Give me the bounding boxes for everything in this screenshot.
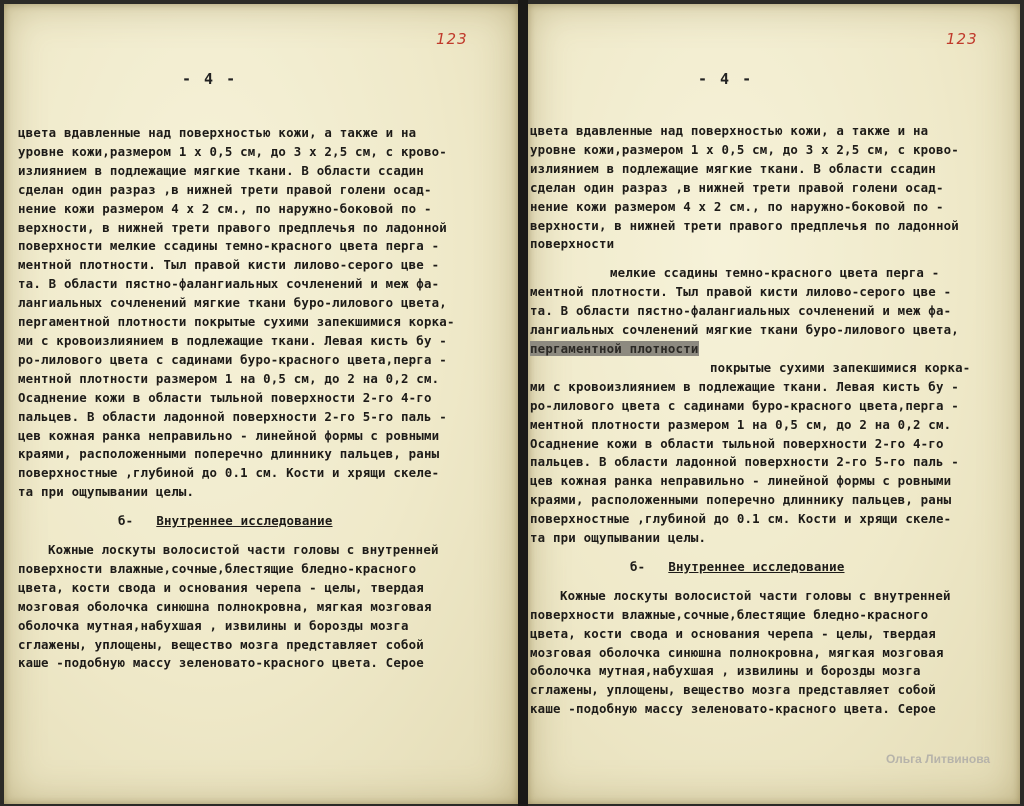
text-line: поверхностные ,глубиной до 0.1 см. Кости и хрящи скеле- xyxy=(530,511,952,527)
archive-number: 123 xyxy=(436,30,468,48)
text-line: поверхностные ,глубиной до 0.1 см. Кости и хрящи скеле- xyxy=(18,465,440,481)
text-line: каше -подобную массу зеленовато-красного цвета. Серое xyxy=(18,655,424,671)
gap-line-2: покрытые сухими запекшимися корка- xyxy=(710,359,971,375)
paragraph-external-a xyxy=(530,122,1010,254)
archive-number: 123 xyxy=(946,30,978,48)
page-marker: - 4 - xyxy=(182,70,238,88)
text-line: Кожные лоскуты волосистой части головы с внутренней xyxy=(560,587,951,603)
text-line: мозговая оболочка синюшна полнокровна, мягкая мозговая xyxy=(18,598,432,614)
text-line: сделан один разраз ,в нижней трети правой голени осад- xyxy=(530,179,944,195)
text-line: пальцев. В области ладонной поверхности 2-го 5-го паль - xyxy=(18,408,447,424)
text-line: ментной плотности размером 1 на 0,5 см, до 2 на 0,2 см. xyxy=(18,370,440,386)
text-line: ментной плотности размером 1 на 0,5 см, до 2 на 0,2 см. xyxy=(530,416,952,432)
text-line: верхности, в нижней трети правого предплечья по ладонной xyxy=(18,219,447,235)
text-line: цев кожная ранка неправильно - линейной формы с ровными xyxy=(530,473,952,489)
text-line: верхности, в нижней трети правого предплечья по ладонной xyxy=(530,217,959,233)
paragraph-external xyxy=(18,124,488,502)
text-line: мозговая оболочка синюшна полнокровна, мягкая мозговая xyxy=(530,644,944,660)
page-marker: - 4 - xyxy=(698,70,754,88)
text-line: излиянием в подлежащие мягкие ткани. В области ссадин xyxy=(18,162,424,178)
heading-title: Внутреннее исследование xyxy=(156,513,333,529)
text-line: цвета, кости свода и основания черепа - целы, твердая xyxy=(18,579,424,595)
text-line: цвета вдавленные над поверхностью кожи, а также и на xyxy=(18,125,417,140)
text-line: сглажены, уплощены, вещество мозга представляет собой xyxy=(530,682,936,698)
text-line: оболочка мутная,набухшая , извилины и борозды мозга xyxy=(530,663,921,679)
text-line: пергаментной плотности покрытые сухими запекшимися корка- xyxy=(18,314,455,330)
text-line: ро-лилового цвета с садинами буро-красного цвета,перга - xyxy=(18,351,447,367)
text-line: поверхности xyxy=(530,236,615,252)
text-line: нение кожи размером 4 х 2 см., по наружно-боковой по - xyxy=(18,200,432,216)
text-line: цев кожная ранка неправильно - линейной формы с ровными xyxy=(18,427,440,443)
text-line: излиянием в подлежащие мягкие ткани. В области ссадин xyxy=(530,160,936,176)
heading-prefix: б- xyxy=(630,558,646,574)
text-line: та при ощупывании целы. xyxy=(530,530,707,546)
paragraph-internal xyxy=(18,541,488,673)
watermark-author: Ольга Литвинова xyxy=(886,752,991,766)
text-line: нение кожи размером 4 х 2 см., по наружно-боковой по - xyxy=(530,198,944,214)
text-line: лангиальных сочленений мягкие ткани буро-лилового цвета, xyxy=(18,295,447,311)
book-gutter xyxy=(518,0,528,806)
text-line: ми с кровоизлиянием в подлежащие ткани. Левая кисть бу - xyxy=(18,332,447,348)
text-line: ментной плотности. Тыл правой кисти лилово-серого цве - xyxy=(18,257,440,273)
section-heading xyxy=(18,512,488,531)
text-line: уровне кожи,размером 1 х 0,5 см, до 3 х 2,5 см, с крово- xyxy=(18,143,447,159)
gap-line: мелкие ссадины темно-красного цвета перга - xyxy=(610,265,940,281)
text-line: сглажены, уплощены, вещество мозга представляет собой xyxy=(18,636,424,652)
text-line: Кожные лоскуты волосистой части головы с внутренней xyxy=(48,542,439,558)
text-line: ментной плотности. Тыл правой кисти лилово-серого цве - xyxy=(530,284,952,300)
text-line: оболочка мутная,набухшая , извилины и борозды мозга xyxy=(18,617,409,633)
text-line: сделан один разраз ,в нижней трети правой голени осад- xyxy=(18,181,432,197)
text-line: поверхности влажные,сочные,блестящие бледно-красного xyxy=(530,606,929,622)
text-line: ро-лилового цвета с садинами буро-красного цвета,перга - xyxy=(530,397,959,413)
left-body-text xyxy=(18,124,488,673)
section-heading xyxy=(530,558,1010,577)
paragraph-internal xyxy=(530,587,1010,719)
right-page xyxy=(528,4,1020,804)
text-line: лангиальных сочленений мягкие ткани буро-лилового цвета, xyxy=(530,322,959,338)
highlighted-text: пергаментной плотности xyxy=(530,340,699,356)
text-line: каше -подобную массу зеленовато-красного цвета. Серое xyxy=(530,701,936,717)
paragraph-external-b xyxy=(530,283,1010,340)
right-body-text xyxy=(530,122,1010,719)
text-line: цвета, кости свода и основания черепа - целы, твердая xyxy=(530,625,936,641)
text-line: та при ощупывании целы. xyxy=(18,484,195,500)
heading-title: Внутреннее исследование xyxy=(668,558,845,574)
text-line: ми с кровоизлиянием в подлежащие ткани. Левая кисть бу - xyxy=(530,378,959,394)
text-line: уровне кожи,размером 1 х 0,5 см, до 3 х 2,5 см, с крово- xyxy=(530,141,959,157)
text-line: та. В области пястно-фалангиальных сочленений и меж фа- xyxy=(18,276,440,292)
text-line: Осаднение кожи в области тыльной поверхности 2-го 4-го xyxy=(18,389,432,405)
text-line: цвета вдавленные над поверхностью кожи, а также и на xyxy=(530,123,929,138)
text-line: Осаднение кожи в области тыльной поверхности 2-го 4-го xyxy=(530,435,944,451)
text-line: пальцев. В области ладонной поверхности 2-го 5-го паль - xyxy=(530,454,959,470)
text-line: краями, расположенными поперечно длиннику пальцев, раны xyxy=(18,446,440,462)
left-page xyxy=(4,4,518,804)
paragraph-external-c xyxy=(530,378,1010,548)
heading-prefix: б- xyxy=(118,513,134,529)
text-line: поверхности влажные,сочные,блестящие бледно-красного xyxy=(18,560,417,576)
text-line: та. В области пястно-фалангиальных сочленений и меж фа- xyxy=(530,303,952,319)
text-line: поверхности мелкие ссадины темно-красного цвета перга - xyxy=(18,238,440,254)
text-line: краями, расположенными поперечно длиннику пальцев, раны xyxy=(530,492,952,508)
